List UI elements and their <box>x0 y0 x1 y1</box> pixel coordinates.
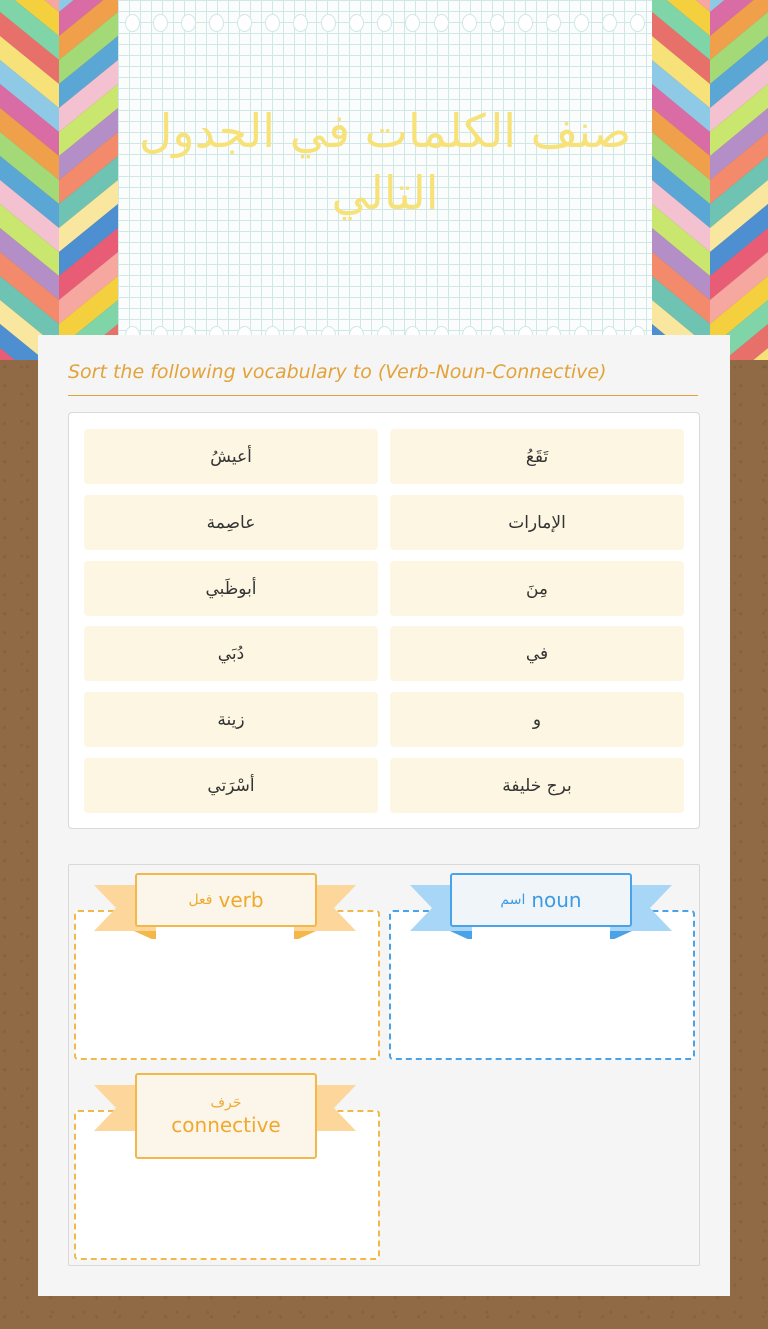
verb-label-english: verb <box>218 888 264 912</box>
word-tile[interactable]: زينة <box>84 692 378 747</box>
word-tile[interactable]: عاصِمة <box>84 495 378 550</box>
paper-holes-top <box>118 14 652 32</box>
paper-hole <box>518 14 533 32</box>
paper-hole <box>546 14 561 32</box>
paper-hole <box>153 14 168 32</box>
chevron-pattern-right <box>652 0 768 360</box>
word-tile[interactable]: أبوظَبي <box>84 561 378 616</box>
chevron-pattern-left <box>0 0 118 360</box>
paper-hole <box>265 14 280 32</box>
category-drop-area <box>68 864 700 1266</box>
paper-hole <box>405 14 420 32</box>
header-banner <box>0 0 768 360</box>
noun-label-arabic: اسم <box>500 892 526 908</box>
page-title: صنف الكلمات في الجدول التالي <box>138 104 632 220</box>
paper-hole <box>434 14 449 32</box>
paper-hole <box>349 14 364 32</box>
noun-label <box>450 873 632 927</box>
paper-hole <box>237 14 252 32</box>
paper-hole <box>490 14 505 32</box>
verb-label-arabic: فعل <box>188 892 213 908</box>
word-tile[interactable]: الإمارات <box>390 495 684 550</box>
paper-hole <box>377 14 392 32</box>
worksheet-card <box>38 335 730 1296</box>
connective-label-english: connective <box>171 1113 281 1137</box>
word-tile[interactable]: دُبَي <box>84 626 378 681</box>
noun-label-english: noun <box>531 888 582 912</box>
connective-label <box>135 1073 317 1159</box>
paper-hole <box>125 14 140 32</box>
connective-ribbon <box>94 1073 356 1153</box>
word-tile[interactable]: أعيشُ <box>84 429 378 484</box>
connective-label-arabic: حَرف <box>210 1095 242 1111</box>
word-tile[interactable]: تَقَعُ <box>390 429 684 484</box>
word-tile[interactable]: برج خليفة <box>390 758 684 813</box>
paper-hole <box>630 14 645 32</box>
verb-ribbon <box>94 873 356 939</box>
word-tile[interactable]: أسْرَتي <box>84 758 378 813</box>
verb-label <box>135 873 317 927</box>
paper-hole <box>293 14 308 32</box>
word-bank <box>68 412 700 829</box>
paper-hole <box>209 14 224 32</box>
word-tile[interactable]: في <box>390 626 684 681</box>
instruction-text: Sort the following vocabulary to (Verb-Noun-Connective) <box>68 361 698 396</box>
paper-hole <box>462 14 477 32</box>
paper-hole <box>602 14 617 32</box>
paper-hole <box>321 14 336 32</box>
word-tile[interactable]: مِنَ <box>390 561 684 616</box>
noun-ribbon <box>410 873 672 939</box>
paper-hole <box>181 14 196 32</box>
word-tile[interactable]: و <box>390 692 684 747</box>
paper-hole <box>574 14 589 32</box>
